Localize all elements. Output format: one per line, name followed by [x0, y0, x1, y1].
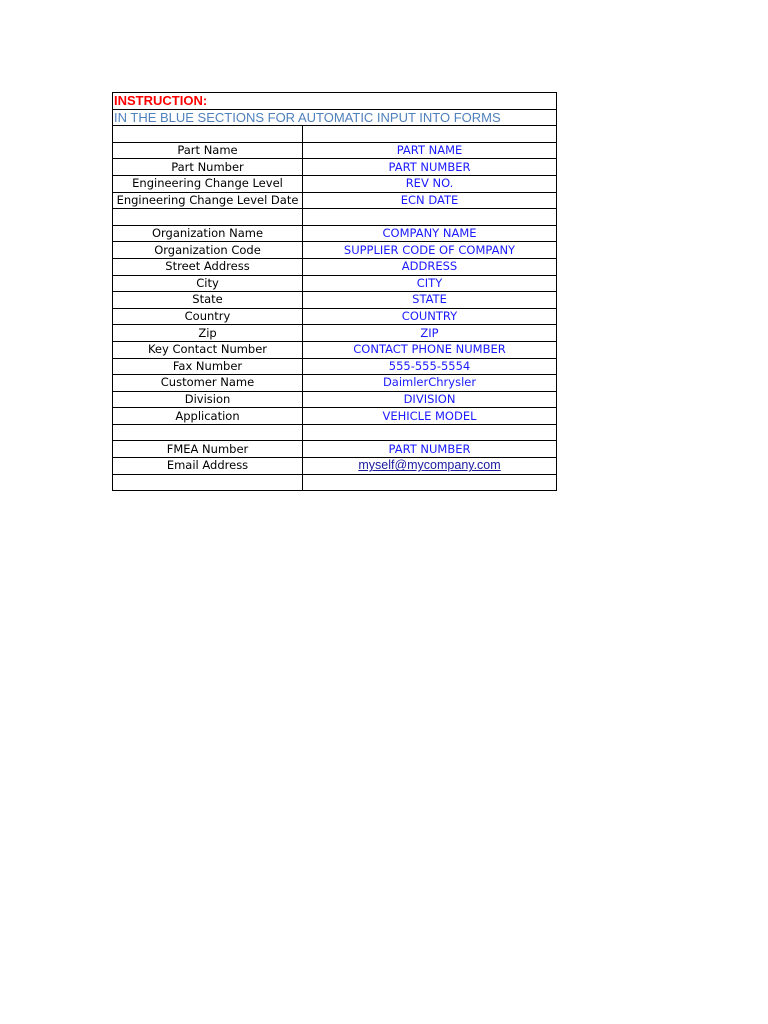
- field-value: REV NO.: [303, 175, 557, 192]
- field-value: CONTACT PHONE NUMBER: [303, 341, 557, 358]
- field-label: Email Address: [113, 458, 303, 475]
- field-label: [113, 474, 303, 491]
- field-label: [113, 209, 303, 226]
- field-label: [113, 126, 303, 143]
- field-label: Country: [113, 308, 303, 325]
- field-label: Division: [113, 391, 303, 408]
- field-value: ADDRESS: [303, 258, 557, 275]
- table-row: [113, 258, 557, 275]
- blank-row: [113, 424, 557, 441]
- field-label: State: [113, 292, 303, 309]
- field-value: STATE: [303, 292, 557, 309]
- field-label: Customer Name: [113, 375, 303, 392]
- field-value: SUPPLIER CODE OF COMPANY: [303, 242, 557, 259]
- field-value: VEHICLE MODEL: [303, 408, 557, 425]
- field-label: Key Contact Number: [113, 341, 303, 358]
- table-row: [113, 192, 557, 209]
- field-label: Engineering Change Level: [113, 175, 303, 192]
- field-label: Zip: [113, 325, 303, 342]
- blank-row: [113, 474, 557, 491]
- table-row: [113, 308, 557, 325]
- field-value: PART NUMBER: [303, 159, 557, 176]
- field-value: PART NUMBER: [303, 441, 557, 458]
- field-value: CITY: [303, 275, 557, 292]
- field-value: DIVISION: [303, 391, 557, 408]
- field-value: 555-555-5554: [303, 358, 557, 375]
- table-row: [113, 341, 557, 358]
- sheet-body: [113, 93, 557, 491]
- field-label: City: [113, 275, 303, 292]
- table-row: [113, 458, 557, 475]
- table-row: [113, 275, 557, 292]
- field-value: [303, 126, 557, 143]
- table-row: [113, 175, 557, 192]
- field-label: Engineering Change Level Date: [113, 192, 303, 209]
- field-label: Organization Name: [113, 225, 303, 242]
- table-row: [113, 292, 557, 309]
- field-label: FMEA Number: [113, 441, 303, 458]
- instruction-heading: INSTRUCTION:: [113, 93, 557, 110]
- field-label: Organization Code: [113, 242, 303, 259]
- field-label: Part Name: [113, 142, 303, 159]
- blank-row: [113, 126, 557, 143]
- field-label: Application: [113, 408, 303, 425]
- table-row: [113, 391, 557, 408]
- field-label: Fax Number: [113, 358, 303, 375]
- table-row: [113, 142, 557, 159]
- blank-row: [113, 209, 557, 226]
- table-row: [113, 408, 557, 425]
- instruction-note: IN THE BLUE SECTIONS FOR AUTOMATIC INPUT INTO FORMS: [113, 109, 557, 126]
- field-value: COUNTRY: [303, 308, 557, 325]
- field-value: [303, 209, 557, 226]
- field-value: [303, 474, 557, 491]
- table-row: [113, 225, 557, 242]
- note-row: [113, 109, 557, 126]
- field-value: COMPANY NAME: [303, 225, 557, 242]
- field-value: DaimlerChrysler: [303, 375, 557, 392]
- field-value: PART NAME: [303, 142, 557, 159]
- field-value: [303, 424, 557, 441]
- table-row: [113, 242, 557, 259]
- table-row: [113, 325, 557, 342]
- field-label: [113, 424, 303, 441]
- form-input-sheet: [112, 92, 557, 491]
- field-value: ECN DATE: [303, 192, 557, 209]
- table-row: [113, 358, 557, 375]
- field-label: Street Address: [113, 258, 303, 275]
- table-row: [113, 375, 557, 392]
- table-row: [113, 441, 557, 458]
- email-link[interactable]: myself@mycompany.com: [303, 458, 557, 475]
- field-label: Part Number: [113, 159, 303, 176]
- field-value: ZIP: [303, 325, 557, 342]
- instruction-row: [113, 93, 557, 110]
- table-row: [113, 159, 557, 176]
